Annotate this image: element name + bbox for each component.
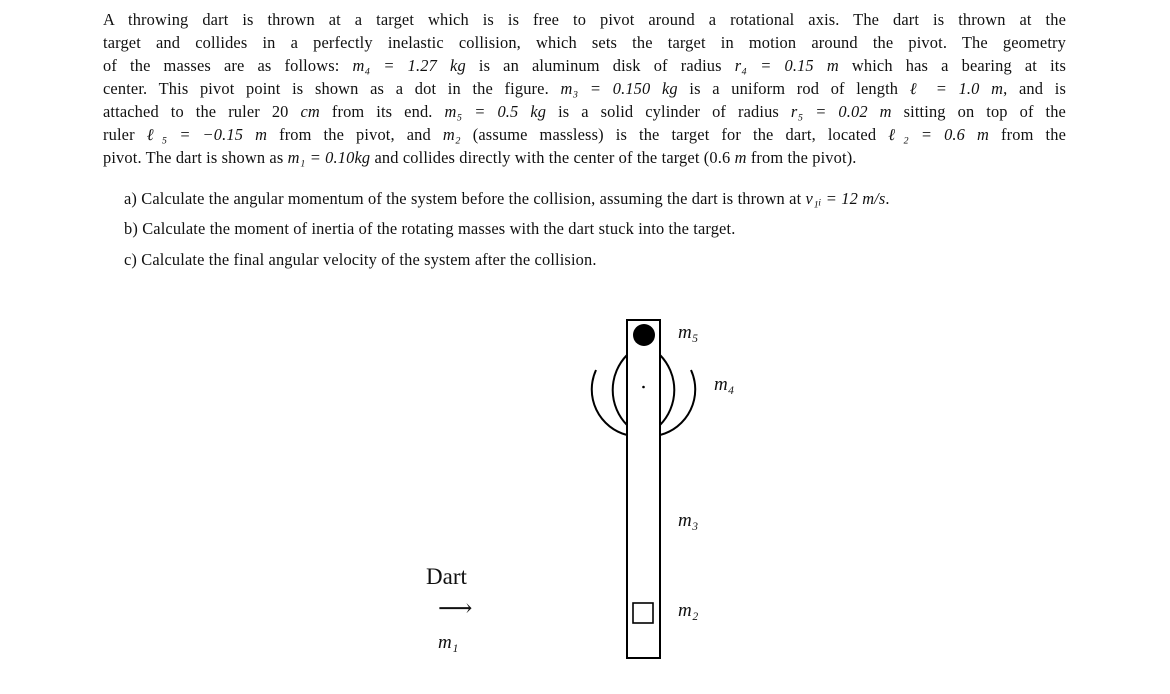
pivot-dot xyxy=(642,386,645,389)
problem-line-4: center. This pivot point is shown as a dot in the figure. m₃ = 0.150 kg is a uniform rod of length ℓ = 1.0 m, and is xyxy=(103,79,1066,98)
disk-m4-right-arc xyxy=(660,355,674,425)
math-v1i: v₁ᵢ = 12 m/s xyxy=(805,189,886,208)
target-m2 xyxy=(633,603,653,623)
math-m2: m₂ xyxy=(442,125,461,144)
problem-line-3: of the masses are as follows: m₄ = 1.27 kg is an aluminum disk of radius r₄ = 0.15 m which has a bearing at its xyxy=(103,56,1067,75)
problem-line-2: target and collides in a perfectly inelastic collision, which sets the target in motion around the pivot. The geometry xyxy=(103,33,1066,52)
disk-m4-left-bottom xyxy=(592,370,627,435)
math-m3: m₃ = 0.150 kg xyxy=(560,79,678,98)
math-m5: m₅ = 0.5 kg xyxy=(444,102,547,121)
problem-line-1: A throwing dart is thrown at a target which is is free to pivot around a rotational axis. The dart is thrown at the xyxy=(103,10,1066,29)
disk-m4-left-arc xyxy=(613,355,627,425)
math-m-unit: m xyxy=(734,148,747,167)
math-m1: m₁ = 0.10kg xyxy=(287,148,371,167)
question-b: b) Calculate the moment of inertia of the rotating masses with the dart stuck into the target. xyxy=(124,219,736,238)
problem-line-6: ruler ℓ₅ = −0.15 m from the pivot, and m₂ (assume massless) is the target for the dart, located ℓ₂ = 0.6 m from the xyxy=(103,125,1067,144)
problem-line-7: pivot. The dart is shown as m₁ = 0.10kg and collides directly with the center of the target (0.6 m from the pivot). xyxy=(103,148,857,167)
question-a: a) Calculate the angular momentum of the system before the collision, assuming the dart is thrown at v₁ᵢ = 12 m/s. xyxy=(124,189,890,208)
question-c: c) Calculate the final angular velocity of the system after the collision. xyxy=(124,250,597,269)
label-m4: m₄ xyxy=(714,374,735,395)
disk-m4-right-bottom xyxy=(660,370,695,435)
dart-arrow-icon: ⟶ xyxy=(438,596,473,622)
math-l5: ℓ₅ = −0.15 m xyxy=(146,125,268,144)
math-r4: r₄ = 0.15 m xyxy=(734,56,839,75)
math-l2: ℓ₂ = 0.6 m xyxy=(888,125,990,144)
math-cm: cm xyxy=(300,102,320,121)
math-l: ℓ = 1.0 m xyxy=(909,79,1004,98)
math-m4: m₄ = 1.27 kg xyxy=(352,56,466,75)
rod-m3 xyxy=(627,320,660,658)
label-m3: m₃ xyxy=(678,510,699,531)
problem-line-5: attached to the ruler 20 cm from its end. m₅ = 0.5 kg is a solid cylinder of radius r₅ = 0.02 m sitting on top of the xyxy=(103,102,1066,121)
math-r5: r₅ = 0.02 m xyxy=(790,102,892,121)
label-m2: m₂ xyxy=(678,600,699,621)
problem-statement xyxy=(103,8,1066,169)
label-m1: m₁ xyxy=(438,632,459,653)
cylinder-m5 xyxy=(633,324,655,346)
label-m5: m₅ xyxy=(678,322,699,343)
dart-label: Dart xyxy=(426,564,467,589)
